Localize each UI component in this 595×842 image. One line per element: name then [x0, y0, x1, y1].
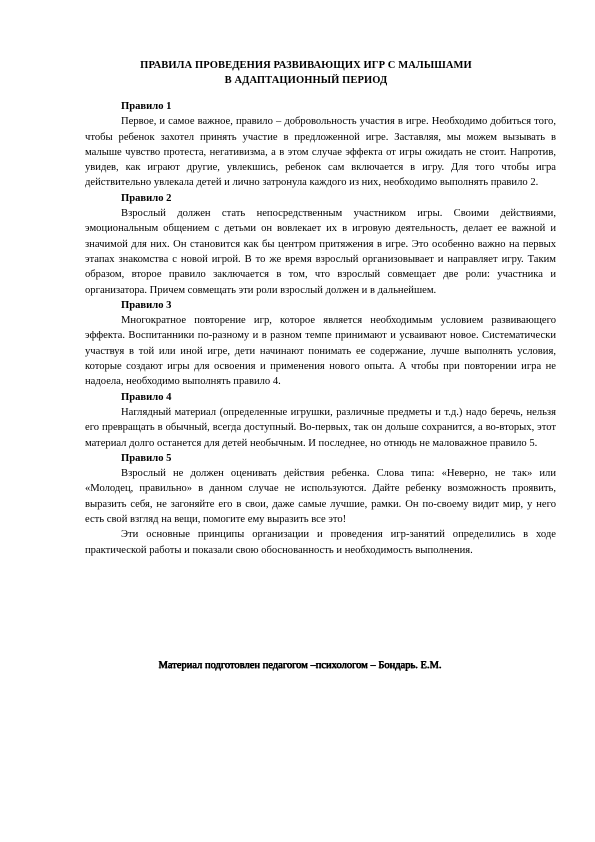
rule-5-text: Взрослый не должен оценивать действия ребенка. Слова типа: «Неверно, не так» или «Молодец, правильно» в данном случае не используются. Дайте ребенку возможность проявить, выразить себя, не загоняйте его в свои, даже самые лучшие, рамки. Он по-своему видит мир, у него есть свой взгляд на вещи, помогите ему выразить все это!: [85, 468, 556, 526]
rule-2-heading: Правило 2: [121, 192, 172, 204]
document-title-line-2: В АДАПТАЦИОННЫЙ ПЕРИОД: [224, 75, 388, 86]
document-body: [85, 99, 556, 558]
author-credit: Материал подготовлен педагогом –психологом – Бондарь. Е.М.: [158, 660, 442, 671]
rule-5-heading: Правило 5: [121, 452, 172, 464]
rule-2-text: Взрослый должен стать непосредственным участником игры. Своими действиями, эмоциональным общением с детьми он вовлекает их в игровую деятельность, делает ее важной и значимой для них. Он становится как бы центром притяжения в игре. Это особенно важно на первых этапах знакомства с новой игрой. В то же время взрослый организовывает и направляет игру. Таким образом, второе правило заключается в том, что взрослый совмещает две роли: участника и организатора. Причем совмещать эти роли взрослый должен и в дальнейшем.: [85, 208, 556, 296]
rule-1-heading: Правило 1: [121, 101, 172, 112]
document-title-line-1: ПРАВИЛА ПРОВЕДЕНИЯ РАЗВИВАЮЩИХ ИГР С МАЛЫШАМИ: [140, 60, 472, 71]
rule-4-text: Наглядный материал (определенные игрушки, различные предметы и т.д.) надо беречь, нельзя его превращать в обычный, всегда доступный. Во-первых, так он дольше сохранится, а во-вторых, этот материал долго останется для детей необычным. И последнее, но отнюдь не маловажное правило 5.: [85, 406, 556, 449]
rule-4-heading: Правило 4: [121, 391, 172, 403]
rule-3-heading: Правило 3: [121, 299, 172, 311]
rule-1-text: Первое, и самое важное, правило – добровольность участия в игре. Необходимо добиться того, чтобы ребенок захотел принять участие в предложенной игре. Заставляя, мы можем вызывать в малыше чувство протеста, негативизма, а в этом случае эффекта от игры ожидать не стоит. Напротив, увидев, как играют другие, увлекшись, ребенок сам включается в игру. Для того чтобы игра действительно увлекала детей и лично затронула каждого из них, необходимо выполнять правило 2.: [85, 116, 556, 189]
rule-3-text: Многократное повторение игр, которое является необходимым условием развивающего эффекта. Воспитанники по-разному и в разном темпе принимают и усваивают новое. Систематически участвуя в той или иной игре, дети начинают понимать ее содержание, лучше выполнять условия, которые создают игры для освоения и применения нового опыта. А чтобы при повторении игра не надоела, необходимо выполнять правило 4.: [85, 315, 556, 388]
conclusion-paragraph: Эти основные принципы организации и проведения игр-занятий определились в ходе практической работы и показали свою обоснованность и необходимость выполнения.: [85, 529, 556, 556]
